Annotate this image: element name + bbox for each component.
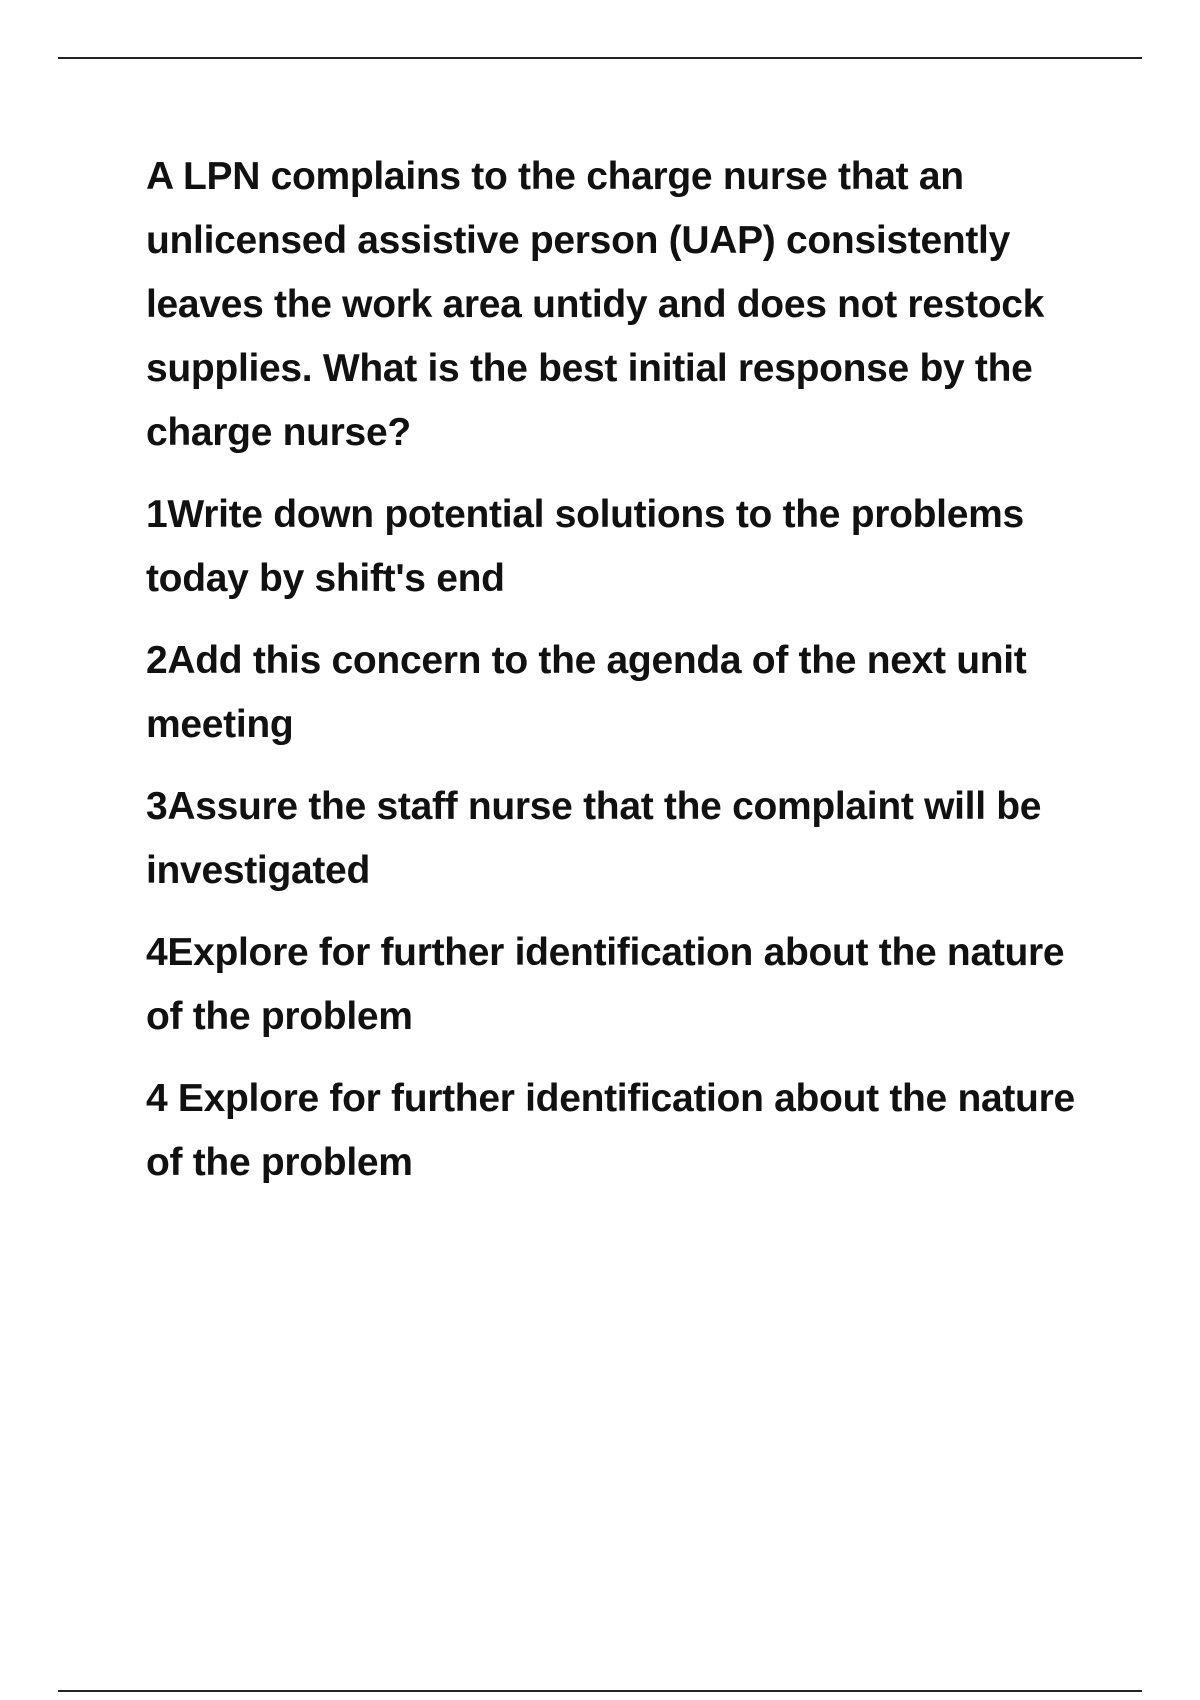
- option-3: 3Assure the staff nurse that the complaint will be investigated: [146, 785, 1042, 892]
- option-4: 4Explore for further identification about the nature of the problem: [146, 931, 1065, 1038]
- question-text: A LPN complains to the charge nurse that an unlicensed assistive person (UAP) consistently leaves the work area untidy and does not restock supplies. What is the best initial response by the charge nurse?: [146, 155, 1045, 454]
- bottom-divider: [58, 1690, 1142, 1692]
- options-list: [146, 483, 1091, 1049]
- answer-text: 4 Explore for further identification about the nature of the problem: [146, 1077, 1075, 1184]
- top-divider: [58, 57, 1142, 59]
- option-2: 2Add this concern to the agenda of the next unit meeting: [146, 639, 1027, 746]
- option-1: 1Write down potential solutions to the problems today by shift's end: [146, 493, 1024, 600]
- question-block: [146, 145, 1091, 1195]
